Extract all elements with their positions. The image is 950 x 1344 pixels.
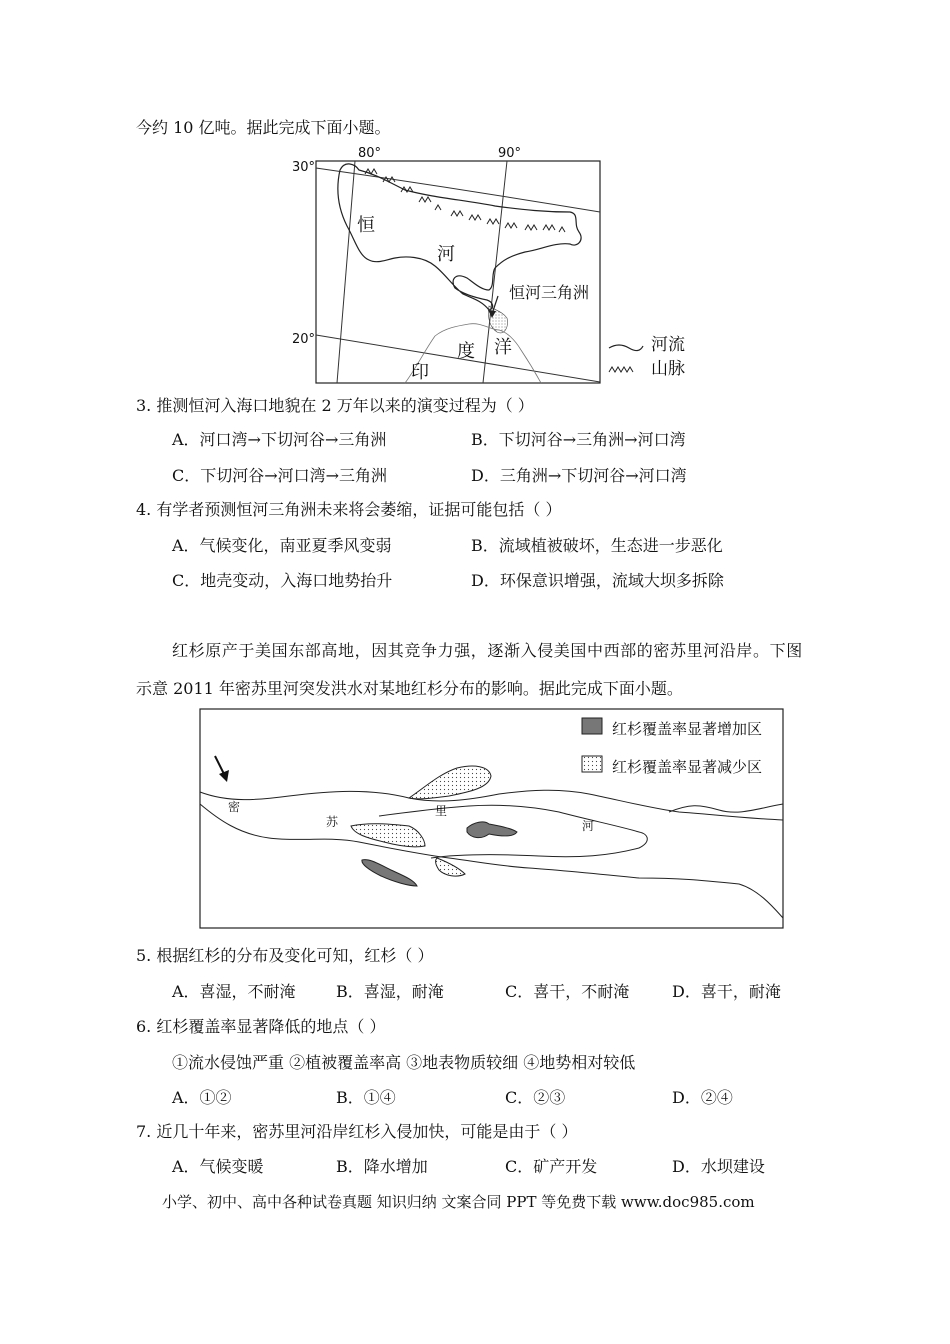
q6-option-c: C．②③	[505, 1088, 566, 1107]
legend-increase-swatch	[582, 718, 602, 734]
footer-text: 小学、初中、高中各种试卷真题 知识归纳 文案合同 PPT 等免费下载 www.doc985.com	[162, 1193, 755, 1211]
ocean-label-yang: 洋	[494, 337, 512, 358]
q5-option-b: B．喜湿，耐淹	[336, 982, 444, 1001]
q4-option-c: C．地壳变动，入海口地势抬升	[172, 571, 393, 590]
river-label-he: 河	[582, 819, 595, 833]
q6-option-b: B．①④	[336, 1088, 396, 1107]
lat-30-label: 30°	[292, 160, 316, 175]
legend-river-symbol	[609, 345, 643, 351]
legend-river-label: 河流	[651, 335, 685, 355]
q6-option-d: D．②④	[672, 1088, 733, 1107]
longitude-line-80	[337, 161, 355, 383]
ganges-label-heng: 恒	[357, 215, 375, 236]
lat-20-label: 20°	[292, 332, 316, 347]
legend-decrease-swatch	[582, 756, 602, 772]
q3-option-a: A．河口湾→下切河谷→三角洲	[172, 430, 387, 449]
lon-80-label: 80°	[358, 146, 382, 161]
legend-decrease-label: 红杉覆盖率显著减少区	[612, 758, 763, 776]
q5-stem: 5. 根据红杉的分布及变化可知，红杉（ ）	[136, 946, 434, 965]
q4-stem: 4. 有学者预测恒河三角洲未来将会萎缩，证据可能包括（ ）	[136, 500, 562, 519]
ocean-label-du: 度	[457, 341, 475, 362]
lon-90-label: 90°	[498, 146, 522, 161]
q5-option-d: D．喜干，耐淹	[672, 982, 781, 1001]
q4-option-d: D．环保意识增强，流域大坝多拆除	[471, 571, 724, 590]
q4-option-b: B．流域植被破坏，生态进一步恶化	[471, 536, 723, 555]
delta-dots	[488, 306, 507, 333]
river-label-su: 苏	[326, 815, 339, 829]
ocean-label-yin: 印	[411, 362, 429, 383]
q3-stem: 3. 推测恒河入海口地貌在 2 万年以来的演变过程为（ ）	[136, 396, 534, 415]
ganges-delta-label: 恒河三角洲	[509, 283, 590, 302]
map2-frame	[200, 709, 783, 928]
q7-option-c: C．矿产开发	[505, 1157, 598, 1176]
q7-option-d: D．水坝建设	[672, 1157, 765, 1176]
q6-items: ①流水侵蚀严重 ②植被覆盖率高 ③地表物质较细 ④地势相对较低	[172, 1053, 636, 1072]
q6-stem: 6. 红杉覆盖率显著降低的地点（ ）	[136, 1017, 386, 1036]
missouri-map	[199, 708, 785, 930]
ganges-label-he: 河	[437, 244, 455, 265]
legend-mountain-symbol	[609, 367, 633, 372]
passage2-line2: 示意 2011 年密苏里河突发洪水对某地红杉分布的影响。据此完成下面小题。	[136, 679, 683, 698]
passage2-line1: 红杉原产于美国东部高地，因其竞争力强，逐渐入侵美国中西部的密苏里河沿岸。下图	[172, 641, 803, 660]
q5-option-c: C．喜干，不耐淹	[505, 982, 630, 1001]
q3-option-b: B．下切河谷→三角洲→河口湾	[471, 430, 686, 449]
q5-option-a: A．喜湿，不耐淹	[172, 982, 296, 1001]
q6-option-a: A．①②	[172, 1088, 232, 1107]
q3-option-d: D．三角洲→下切河谷→河口湾	[471, 466, 687, 485]
q3-option-c: C．下切河谷→河口湾→三角洲	[172, 466, 388, 485]
river-label-mi: 密	[228, 800, 241, 814]
legend-increase-label: 红杉覆盖率显著增加区	[612, 720, 763, 738]
q4-option-a: A．气候变化，南亚夏季风变弱	[172, 536, 392, 555]
q7-option-a: A．气候变暖	[172, 1157, 264, 1176]
q7-option-b: B．降水增加	[336, 1157, 428, 1176]
q7-stem: 7. 近几十年来，密苏里河沿岸红杉入侵加快，可能是由于（ ）	[136, 1122, 578, 1141]
river-label-li: 里	[435, 804, 448, 818]
intro-tail-text: 今约 10 亿吨。据此完成下面小题。	[136, 118, 391, 137]
legend-mountain-label: 山脉	[651, 359, 685, 379]
latitude-line-upper	[316, 168, 600, 212]
